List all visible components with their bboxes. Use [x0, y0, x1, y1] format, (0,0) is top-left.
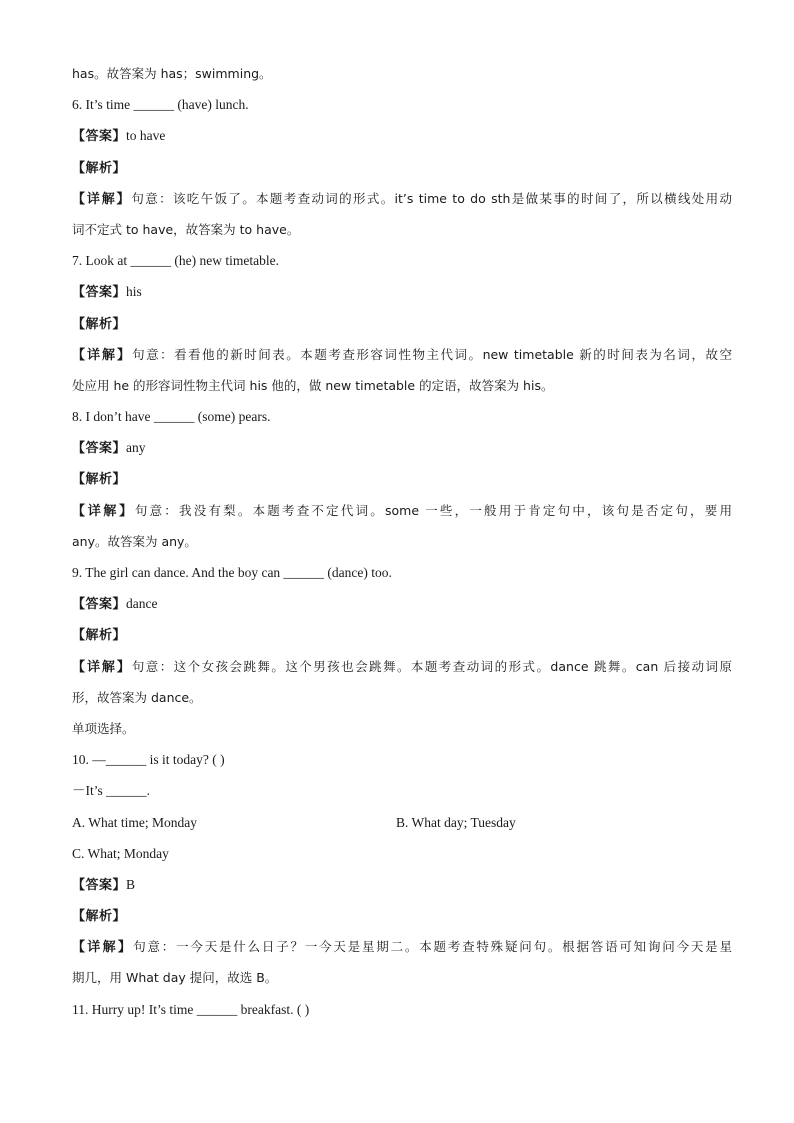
- analysis-tag: 【解析】: [72, 909, 127, 925]
- analysis-tag: 【解析】: [72, 160, 127, 176]
- detail-continuation: 词不定式 to have，故答案为 to have。: [72, 221, 300, 237]
- detail-line: [72, 651, 732, 682]
- document-page: [72, 58, 732, 1025]
- answer-text: dance: [126, 596, 158, 612]
- detail-text: 句意：一今天是什么日子？一今天是星期二。本题考查特殊疑问句。根据答语可知询问今天是星: [133, 939, 732, 955]
- text-line: has。故答案为 has；swimming。: [72, 66, 272, 81]
- option-b: B. What day; Tuesday: [396, 814, 516, 830]
- detail-line: [72, 339, 732, 370]
- detail-text: 句意：看看他的新时间表。本题考查形容词性物主代词。new timetable 新的时间表为名词，故空: [132, 346, 732, 362]
- analysis-line: [72, 308, 732, 339]
- options-row: [72, 807, 732, 838]
- option-c: C. What; Monday: [72, 845, 169, 861]
- answer-tag: 【答案】: [72, 441, 127, 457]
- question-7: 7. Look at ______ (he) new timetable.: [72, 253, 279, 269]
- analysis-tag: 【解析】: [72, 316, 127, 332]
- question-8: 8. I don’t have ______ (some) pears.: [72, 409, 271, 425]
- detail-tag: 【详解】: [72, 659, 132, 675]
- detail-continuation: 形，故答案为 dance。: [72, 689, 202, 705]
- detail-tag: 【详解】: [72, 347, 133, 363]
- question-11: 11. Hurry up! It’s time ______ breakfast. ( ): [72, 1001, 310, 1017]
- detail-continuation: any。故答案为 any。: [72, 533, 197, 549]
- answer-line: [72, 276, 732, 307]
- question-9: 9. The girl can dance. And the boy can ______ (dance) too.: [72, 565, 392, 580]
- analysis-line: [72, 619, 732, 650]
- detail-continuation: 期几，用 What day 提问，故选 B。: [72, 970, 278, 986]
- question-6: 6. It’s time ______ (have) lunch.: [72, 97, 249, 113]
- answer-text: B: [126, 876, 136, 892]
- analysis-tag: 【解析】: [72, 628, 127, 644]
- answer-line: [72, 588, 732, 619]
- detail-tag: 【详解】: [72, 940, 134, 956]
- answer-text: any: [126, 440, 146, 456]
- detail-tag: 【详解】: [72, 503, 135, 519]
- answer-line: [72, 120, 732, 151]
- detail-text: 句意：该吃午饭了。本题考查动词的形式。it’s time to do sth是做某事的时间了，所以横线处用动: [131, 190, 732, 206]
- answer-line: [72, 432, 732, 463]
- detail-line: [72, 183, 732, 214]
- answer-tag: 【答案】: [72, 877, 127, 893]
- analysis-line: [72, 463, 732, 494]
- question-10-reply: －It’s ______.: [72, 783, 151, 799]
- answer-tag: 【答案】: [72, 285, 127, 301]
- answer-line: [72, 869, 732, 900]
- analysis-line: [72, 152, 732, 183]
- answer-text: to have: [126, 128, 166, 144]
- detail-tag: 【详解】: [72, 191, 132, 207]
- detail-text: 句意：我没有梨。本题考查不定代词。some 一些，一般用于肯定句中，该句是否定句，要用: [134, 502, 732, 518]
- detail-text: 句意：这个女孩会跳舞。这个男孩也会跳舞。本题考查动词的形式。dance 跳舞。can 后接动词原: [131, 658, 732, 674]
- section-heading: 单项选择。: [72, 720, 135, 736]
- answer-text: his: [126, 284, 142, 300]
- detail-line: [72, 931, 732, 962]
- analysis-line: [72, 900, 732, 931]
- answer-tag: 【答案】: [72, 597, 127, 613]
- option-a: A. What time; Monday: [72, 814, 197, 830]
- analysis-tag: 【解析】: [72, 472, 127, 488]
- detail-continuation: 处应用 he 的形容词性物主代词 his 他的，做 new timetable 的定语，故答案为 his。: [72, 377, 554, 393]
- detail-line: [72, 495, 732, 526]
- question-10: 10. —______ is it today? ( ): [72, 752, 225, 768]
- answer-tag: 【答案】: [72, 129, 127, 145]
